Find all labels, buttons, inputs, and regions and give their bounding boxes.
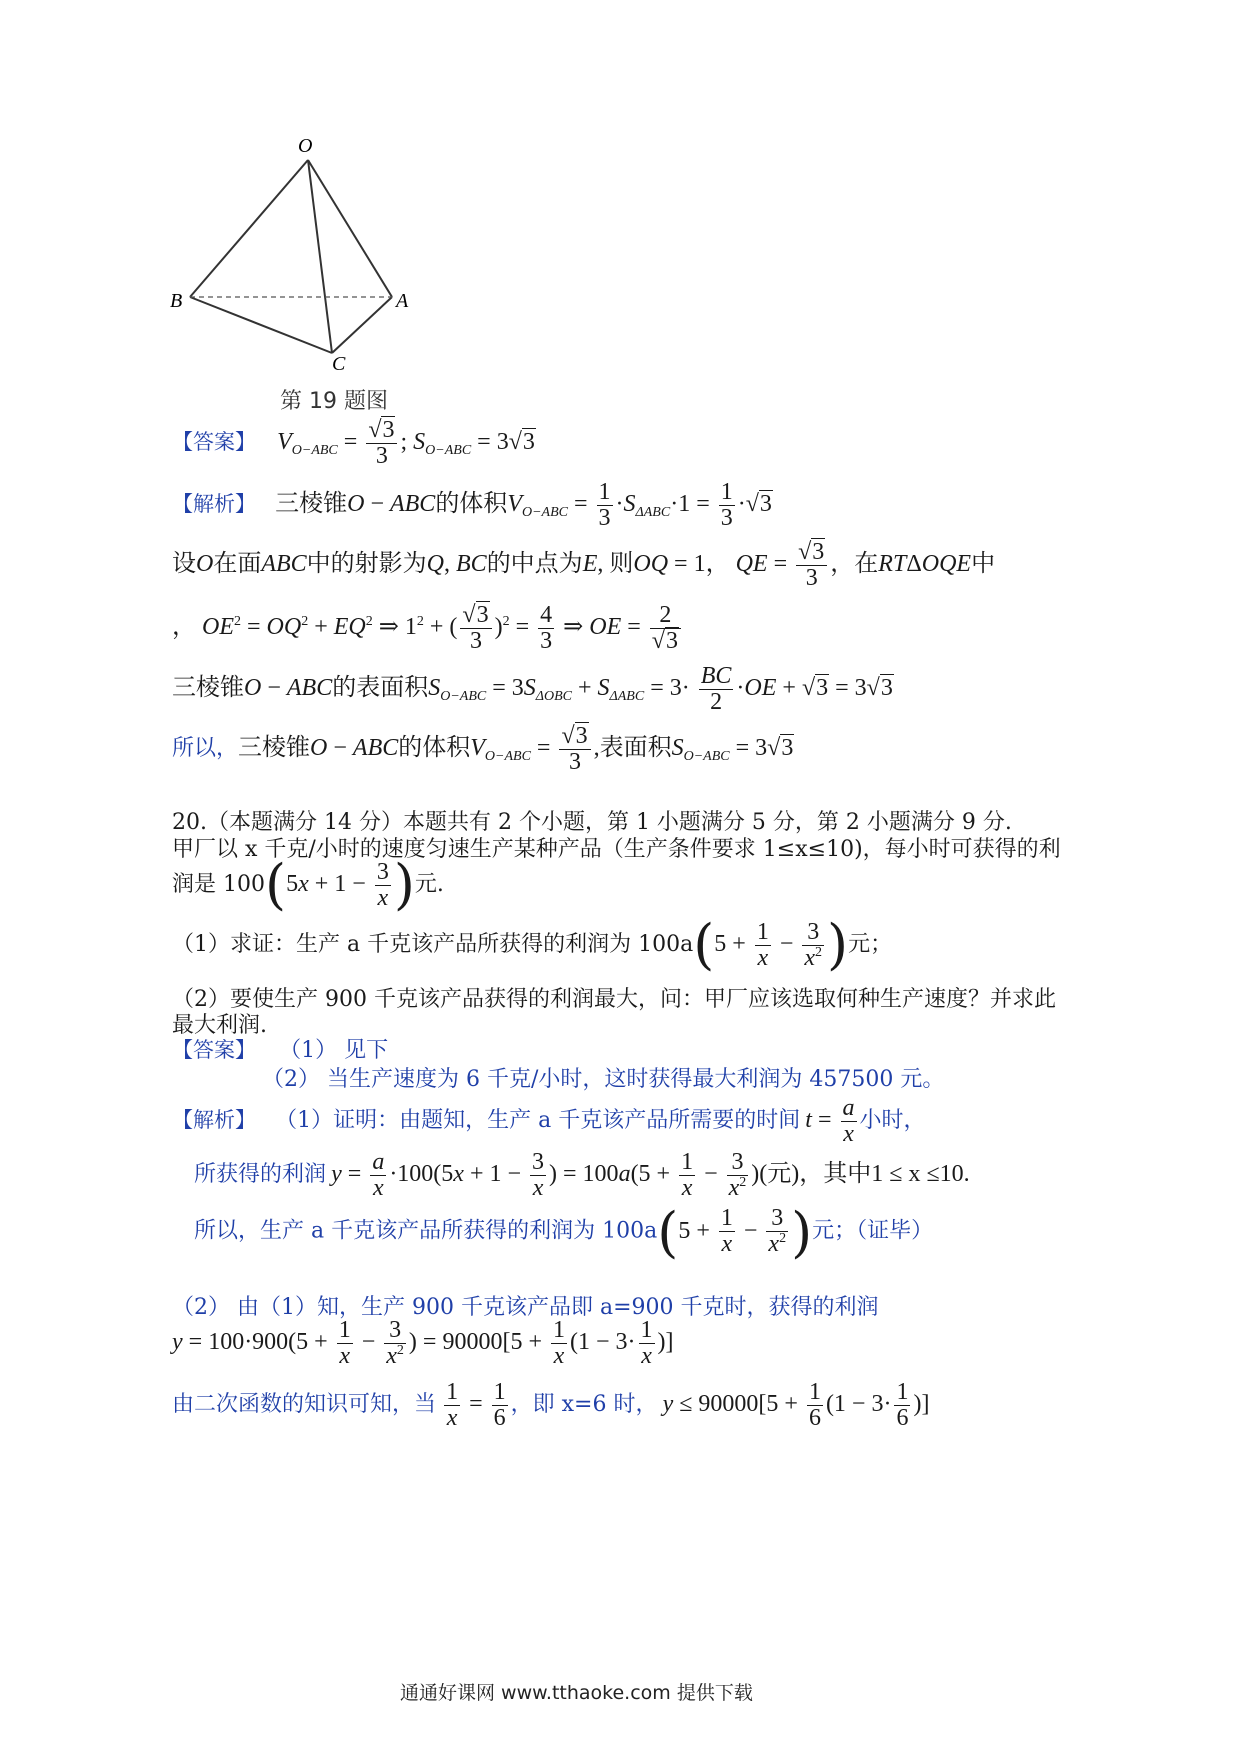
page-footer: 通通好课网 www.tthaoke.com 提供下载 [400, 1682, 753, 1704]
q20-part2-line1: （2）要使生产 900 千克该产品获得的利润最大，问：甲厂应该选取何种生产速度？并求此 [172, 987, 1056, 1012]
q20-stem-line2: 润是 100(5x + 1 − $\frac{3}{x}$ )元. [172, 853, 444, 916]
edge-BC [190, 297, 332, 353]
vertex-label-C: C [332, 353, 346, 375]
edge-OB [190, 160, 308, 297]
edge-AC [332, 297, 392, 353]
q19-conclusion-line: 所以，三棱锥O − ABC的体积$V_{O-ABC}$ = $\frac{√3}{3}$ ,表面积$S_{O-ABC} = 3√3$ [172, 723, 794, 776]
vertex-label-A: A [396, 290, 409, 312]
analysis-tag: 【解析】 [172, 492, 256, 517]
q20-answer2: （2） 当生产速度为 6 千克/小时，这时获得最大利润为 457500 元。 [262, 1067, 945, 1092]
analysis-tag: 【解析】 [172, 1108, 256, 1133]
edge-OC [308, 160, 332, 353]
q20-stem-line1: 甲厂以 x 千克/小时的速度匀速生产某种产品（生产条件要求 1≤x≤10)，每小时可获得的利 [172, 837, 1061, 862]
q20-so-line: 所以，生产 a 千克该产品所获得的利润为 100a(5 + $\frac{1}{x}$ − $\frac{3}{x^2}$ )元；（证毕） [194, 1201, 934, 1264]
tetrahedron-svg [160, 125, 460, 425]
q20-answer: 【答案】 （1） 见下 [172, 1038, 389, 1063]
q19-analysis-line4: 三棱锥O − ABC的表面积$S_{O-ABC} = 3S_{\Delta OBC} + S_{\Delta ABC} = 3\cdot$ $\frac{BC}{2}$ ·OE + √3 = 3√3 [172, 663, 893, 716]
q20-part2-analysis: （2） 由（1）知，生产 900 千克该产品即 a=900 千克时，获得的利润 [172, 1295, 879, 1320]
q20-profit-line: 所获得的利润 y = $\frac{a}{x}$ ·100(5x + 1 − $\frac{3}{x}$ ) = 100a(5 + $\frac{1}{x}$ − $\frac{3}{x^2}$ )(元)，其中1 ≤ x ≤10. [194, 1149, 970, 1202]
answer-tag: 【答案】 [172, 1038, 256, 1062]
q20-header: 20.（本题满分 14 分）本题共有 2 个小题，第 1 小题满分 5 分，第 2 小题满分 9 分. [172, 810, 1012, 835]
vertex-label-O: O [298, 135, 313, 157]
q20-part2-line2: 最大利润. [172, 1013, 267, 1038]
vertex-label-B: B [170, 290, 183, 312]
edge-OA [308, 160, 392, 297]
q20-quadratic-line: 由二次函数的知识可知，当 $\frac{1}{x}$ = $\frac{1}{6}$ ，即 x=6 时， y ≤ 90000[5 + $\frac{1}{6}$ (1 − 3· $\frac{1}{6}$ )] [172, 1379, 930, 1432]
q19-analysis-line2: 设O在面ABC中的射影为Q, BC的中点为E, 则OQ = 1， QE = $\frac{√3}{3}$ ，在RTΔOQE中 [172, 539, 996, 592]
q19-answer-line: 【答案】 $V_{O-ABC}$ = $\frac{√3}{3}$ ; $S_{O-ABC} = 3√3$ [172, 417, 535, 470]
answer-tag: 【答案】 [172, 430, 256, 455]
tetrahedron-figure [160, 125, 460, 425]
q19-analysis-line1: 【解析】 三棱锥O − ABC的体积$V_{O-ABC}$ = $\frac{1}{3}$ $\cdot S_{\Delta ABC}\cdot 1$ = $\frac{1}{3}$ ·√3 [172, 479, 772, 532]
q20-part2-equation: y = 100·900(5 + $\frac{1}{x}$ − $\frac{3}{x^2}$ ) = 90000[5 + $\frac{1}{x}$ (1 − 3· $\frac{1}{x}$ )] [172, 1317, 674, 1370]
figure-caption: 第 19 题图 [280, 389, 388, 414]
q19-analysis-line3: ， $OE^2 = OQ^2 + EQ^2$ ⇒ $1^2$ + ( $\frac{√3}{3}$ )$^2$ = $\frac{4}{3}$ ⇒ OE = $\frac{2}{√3}$ [172, 603, 684, 654]
q20-part1: （1）求证：生产 a 千克该产品所获得的利润为 100a(5 + $\frac{1}{x}$ − $\frac{3}{x^2}$ )元； [172, 913, 893, 976]
q20-analysis1: 【解析】 （1）证明：由题知，生产 a 千克该产品所需要的时间 t = $\frac{a}{x}$ 小时， [172, 1095, 926, 1148]
